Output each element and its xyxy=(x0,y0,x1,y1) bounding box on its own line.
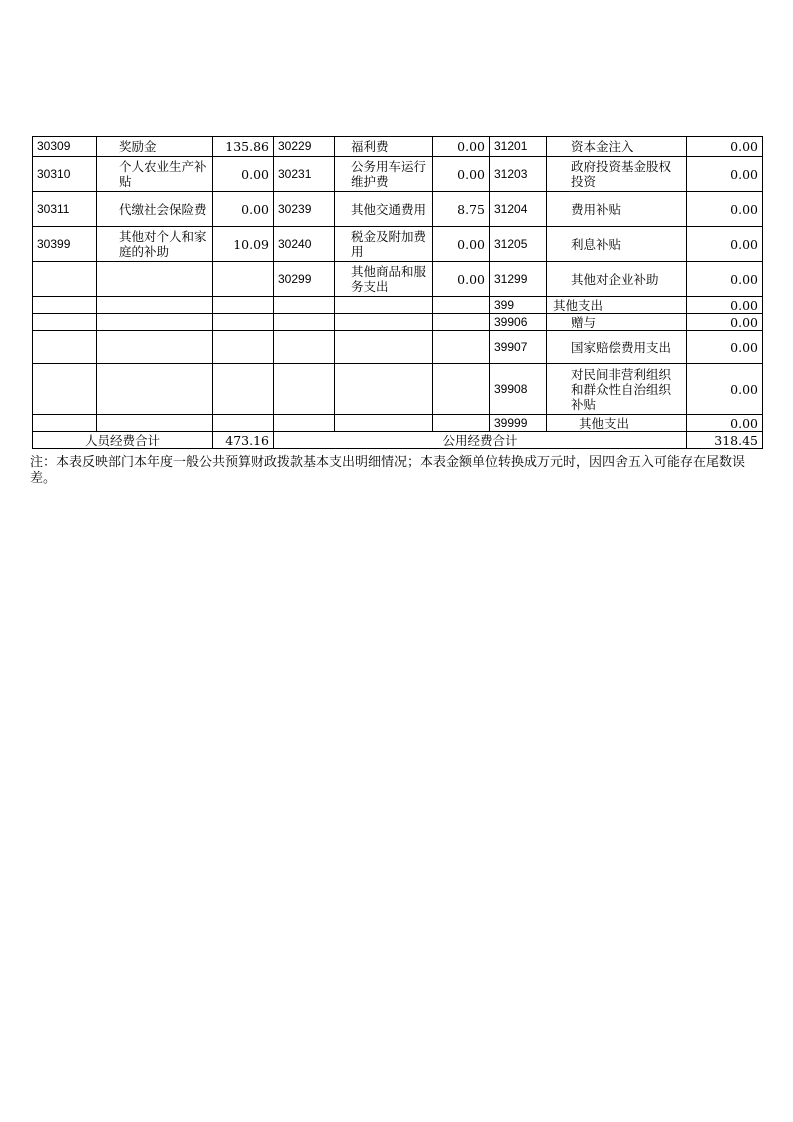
item-other: 政府投资基金股权投资 xyxy=(547,157,687,192)
public-total-label: 公用经费合计 xyxy=(274,432,687,449)
code-other: 31204 xyxy=(490,192,547,227)
item-other: 其他支出 xyxy=(547,297,687,314)
item-personnel xyxy=(97,331,213,364)
code-personnel xyxy=(33,415,97,432)
code-public: 30240 xyxy=(274,227,335,262)
item-other: 其他对企业补助 xyxy=(547,262,687,297)
code-public: 30231 xyxy=(274,157,335,192)
code-other: 31205 xyxy=(490,227,547,262)
item-public xyxy=(335,415,433,432)
code-public xyxy=(274,297,335,314)
amount-other: 0.00 xyxy=(687,297,763,314)
item-public: 税金及附加费用 xyxy=(335,227,433,262)
item-public: 其他商品和服务支出 xyxy=(335,262,433,297)
code-other: 39999 xyxy=(490,415,547,432)
code-public: 30299 xyxy=(274,262,335,297)
amount-other: 0.00 xyxy=(687,192,763,227)
amount-public xyxy=(433,314,490,331)
code-other: 31201 xyxy=(490,137,547,157)
table-row xyxy=(33,364,763,415)
amount-personnel: 10.09 xyxy=(213,227,274,262)
code-public xyxy=(274,415,335,432)
amount-other: 0.00 xyxy=(687,137,763,157)
amount-public: 0.00 xyxy=(433,137,490,157)
item-personnel: 奖励金 xyxy=(97,137,213,157)
item-other: 资本金注入 xyxy=(547,137,687,157)
amount-personnel xyxy=(213,415,274,432)
code-personnel: 30311 xyxy=(33,192,97,227)
amount-other: 0.00 xyxy=(687,331,763,364)
table-row xyxy=(33,297,763,314)
code-other: 399 xyxy=(490,297,547,314)
expenditure-detail-table xyxy=(32,136,763,449)
amount-other: 0.00 xyxy=(687,262,763,297)
item-personnel xyxy=(97,314,213,331)
table-row xyxy=(33,314,763,331)
code-other: 39906 xyxy=(490,314,547,331)
code-personnel xyxy=(33,297,97,314)
amount-other: 0.00 xyxy=(687,314,763,331)
item-public xyxy=(335,331,433,364)
amount-other: 0.00 xyxy=(687,227,763,262)
amount-public xyxy=(433,415,490,432)
amount-other: 0.00 xyxy=(687,157,763,192)
item-other: 利息补贴 xyxy=(547,227,687,262)
totals-row xyxy=(33,432,763,449)
table-row xyxy=(33,415,763,432)
code-other: 39908 xyxy=(490,364,547,415)
amount-personnel xyxy=(213,314,274,331)
table-row xyxy=(33,157,763,192)
amount-personnel xyxy=(213,262,274,297)
amount-other: 0.00 xyxy=(687,364,763,415)
table-row xyxy=(33,331,763,364)
code-public xyxy=(274,331,335,364)
item-personnel xyxy=(97,262,213,297)
code-other: 39907 xyxy=(490,331,547,364)
public-total-value: 318.45 xyxy=(687,432,763,449)
item-personnel: 代缴社会保险费 xyxy=(97,192,213,227)
code-other: 31203 xyxy=(490,157,547,192)
amount-public xyxy=(433,331,490,364)
code-personnel xyxy=(33,364,97,415)
item-personnel xyxy=(97,415,213,432)
amount-personnel: 0.00 xyxy=(213,157,274,192)
code-public xyxy=(274,364,335,415)
code-other: 31299 xyxy=(490,262,547,297)
item-other: 赠与 xyxy=(547,314,687,331)
code-personnel xyxy=(33,314,97,331)
code-personnel: 30310 xyxy=(33,157,97,192)
amount-public xyxy=(433,297,490,314)
amount-personnel xyxy=(213,331,274,364)
item-other: 国家赔偿费用支出 xyxy=(547,331,687,364)
item-public xyxy=(335,364,433,415)
code-public: 30239 xyxy=(274,192,335,227)
code-personnel: 30399 xyxy=(33,227,97,262)
code-public: 30229 xyxy=(274,137,335,157)
item-other: 费用补贴 xyxy=(547,192,687,227)
amount-public: 0.00 xyxy=(433,157,490,192)
item-personnel xyxy=(97,364,213,415)
item-public: 其他交通费用 xyxy=(335,192,433,227)
amount-personnel xyxy=(213,297,274,314)
amount-personnel xyxy=(213,364,274,415)
table-row xyxy=(33,262,763,297)
item-personnel xyxy=(97,297,213,314)
item-public: 福利费 xyxy=(335,137,433,157)
amount-public: 0.00 xyxy=(433,262,490,297)
item-public xyxy=(335,314,433,331)
table-row xyxy=(33,137,763,157)
amount-public: 8.75 xyxy=(433,192,490,227)
personnel-total-value: 473.16 xyxy=(213,432,274,449)
table-row xyxy=(33,227,763,262)
amount-personnel: 135.86 xyxy=(213,137,274,157)
code-public xyxy=(274,314,335,331)
amount-other: 0.00 xyxy=(687,415,763,432)
table-row xyxy=(33,192,763,227)
item-other: 其他支出 xyxy=(547,415,687,432)
item-other: 对民间非营利组织和群众性自治组织补贴 xyxy=(547,364,687,415)
code-personnel xyxy=(33,331,97,364)
item-public: 公务用车运行维护费 xyxy=(335,157,433,192)
personnel-total-label: 人员经费合计 xyxy=(33,432,213,449)
amount-public xyxy=(433,364,490,415)
item-public xyxy=(335,297,433,314)
code-personnel xyxy=(33,262,97,297)
table-footnote: 注：本表反映部门本年度一般公共预算财政拨款基本支出明细情况；本表金额单位转换成万元时，因四舍五入可能存在尾数误差。 xyxy=(30,455,746,486)
item-personnel: 其他对个人和家庭的补助 xyxy=(97,227,213,262)
item-personnel: 个人农业生产补贴 xyxy=(97,157,213,192)
amount-personnel: 0.00 xyxy=(213,192,274,227)
code-personnel: 30309 xyxy=(33,137,97,157)
amount-public: 0.00 xyxy=(433,227,490,262)
